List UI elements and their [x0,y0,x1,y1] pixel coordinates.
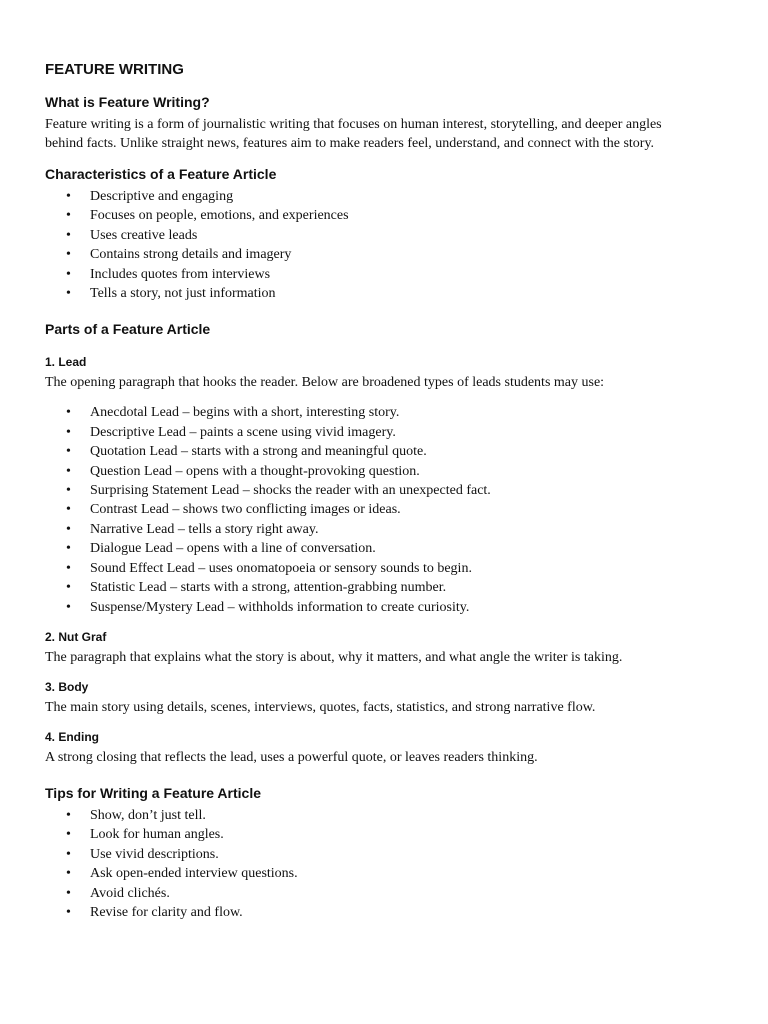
ending-paragraph: A strong closing that reflects the lead, uses a powerful quote, or leaves readers thinking. [45,749,538,765]
bullet-icon: • [66,541,71,557]
tips-list [45,806,735,922]
list-item: • Look for human angles. [45,825,735,844]
lead-paragraph: The opening paragraph that hooks the reader. Below are broadened types of leads students may use: [45,375,605,391]
list-item: • Suspense/Mystery Lead – withholds information to create curiosity. [45,598,735,617]
what-paragraph [45,115,735,153]
list-item: • Use vivid descriptions. [45,845,735,864]
what-line-2: behind facts. Unlike straight news, features aim to make readers feel, understand, and connect with the story. [45,136,655,151]
bullet-icon: • [66,904,71,920]
list-item: • Surprising Statement Lead – shocks the reader with an unexpected fact. [45,481,735,500]
parts-heading: Parts of a Feature Article [45,321,211,338]
bullet-icon: • [66,807,71,823]
bullet-icon: • [66,247,71,263]
characteristics-heading: Characteristics of a Feature Article [45,166,277,182]
nut-graf-heading: 2. Nut Graf [45,629,107,644]
bullet-icon: • [66,599,71,615]
bullet-icon: • [66,189,71,204]
list-item: • Tells a story, not just information [45,284,735,303]
list-item: • Includes quotes from interviews [45,265,735,284]
list-item: • Question Lead – opens with a thought-provoking question. [45,462,735,481]
bullet-icon: • [66,483,71,499]
list-item: • Narrative Lead – tells a story right away. [45,520,735,539]
bullet-icon: • [66,580,71,596]
bullet-icon: • [66,227,71,243]
bullet-icon: • [66,502,71,518]
list-item: • Uses creative leads [45,226,735,245]
bullet-icon: • [66,827,71,843]
lead-heading: 1. Lead [45,355,87,370]
lead-types-list [45,403,735,616]
ending-heading: 4. Ending [45,729,99,744]
list-item: • Anecdotal Lead – begins with a short, interesting story. [45,403,735,422]
bullet-icon: • [66,405,71,421]
list-item: • Show, don’t just tell. [45,806,735,825]
document-title: FEATURE WRITING [45,61,184,78]
list-item: • Descriptive Lead – paints a scene using vivid imagery. [45,423,735,442]
list-item: • Statistic Lead – starts with a strong, attention-grabbing number. [45,578,735,597]
list-item: • Sound Effect Lead – uses onomatopoeia or sensory sounds to begin. [45,559,735,578]
bullet-icon: • [66,266,71,282]
list-item: • Ask open-ended interview questions. [45,864,735,883]
document-page [45,58,735,922]
bullet-icon: • [66,560,71,576]
list-item: • Quotation Lead – starts with a strong and meaningful quote. [45,442,735,461]
bullet-icon: • [66,846,71,862]
bullet-icon: • [66,286,71,302]
list-item: • Contrast Lead – shows two conflicting images or ideas. [45,500,735,519]
characteristics-list [45,187,735,303]
bullet-icon: • [66,866,71,882]
list-item: • Avoid clichés. [45,884,735,903]
what-heading: What is Feature Writing? [45,94,210,110]
bullet-icon: • [66,444,71,460]
list-item: • Focuses on people, emotions, and experiences [45,206,735,225]
bullet-icon: • [66,885,71,901]
list-item: • Revise for clarity and flow. [45,903,735,922]
what-line-1: Feature writing is a form of journalistic writing that focuses on human interest, storytelling, and deeper angles [45,117,662,132]
bullet-icon: • [66,521,71,537]
tips-heading: Tips for Writing a Feature Article [45,784,262,801]
bullet-icon: • [66,208,71,224]
body-heading: 3. Body [45,679,89,694]
list-item: • Dialogue Lead – opens with a line of conversation. [45,539,735,558]
body-paragraph: The main story using details, scenes, interviews, quotes, facts, statistics, and strong narrative flow. [45,699,596,715]
bullet-icon: • [66,424,71,440]
bullet-icon: • [66,463,71,479]
nut-graf-paragraph: The paragraph that explains what the story is about, why it matters, and what angle the writer is taking. [45,649,623,665]
list-item: • Contains strong details and imagery [45,245,735,264]
list-item: • Descriptive and engaging [45,187,735,206]
